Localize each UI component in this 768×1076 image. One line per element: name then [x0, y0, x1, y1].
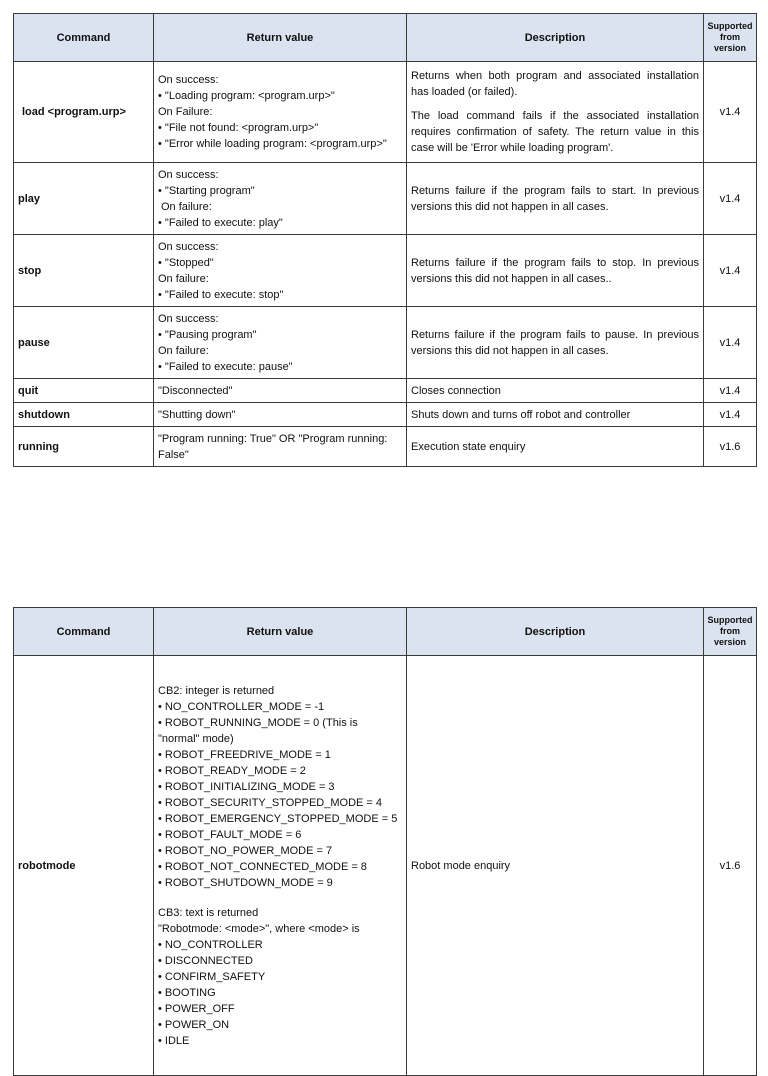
description-cell [407, 307, 704, 379]
return-line: "Program running: True" OR "Program running: False" [158, 432, 388, 461]
header-version-line: version [713, 43, 746, 53]
description-cell [407, 235, 704, 307]
return-bullet-line: • "Failed to execute: stop" [158, 287, 402, 303]
description-cell [407, 62, 704, 163]
header-version-line: Supported [707, 21, 753, 31]
return-line: CB3: text is returned [158, 906, 259, 919]
description-paragraph: Returns when both program and associated installation has loaded (or failed). [411, 70, 699, 98]
header-row [14, 14, 757, 62]
return-value-cell [154, 656, 407, 1076]
header-description: Description [407, 14, 704, 62]
header-return-value: Return value [154, 608, 407, 656]
description-cell [407, 379, 704, 403]
return-bullet-line: • ROBOT_NOT_CONNECTED_MODE = 8 [158, 859, 402, 875]
return-bullet-line: • IDLE [158, 1033, 402, 1049]
return-bullet-line: • NO_CONTROLLER [158, 937, 402, 953]
command-cell: quit [14, 379, 154, 403]
header-version-line: from [720, 626, 740, 636]
header-version [704, 608, 757, 656]
return-bullet-line: • ROBOT_RUNNING_MODE = 0 (This is [158, 715, 402, 731]
description-cell [407, 656, 704, 1076]
version-cell: v1.6 [704, 427, 757, 467]
command-cell: stop [14, 235, 154, 307]
return-line: On failure: [158, 272, 209, 285]
table-row [14, 379, 757, 403]
version-cell: v1.6 [704, 656, 757, 1076]
table-row [14, 235, 757, 307]
header-command: Command [14, 14, 154, 62]
command-cell: running [14, 427, 154, 467]
command-cell: robotmode [14, 656, 154, 1076]
header-version-line: version [713, 637, 746, 647]
header-return-value: Return value [154, 14, 407, 62]
return-value-cell [154, 403, 407, 427]
return-line: On failure: [158, 344, 209, 357]
version-cell: v1.4 [704, 403, 757, 427]
return-value-cell [154, 235, 407, 307]
return-bullet-line: • BOOTING [158, 985, 402, 1001]
return-bullet-line: • ROBOT_NO_POWER_MODE = 7 [158, 843, 402, 859]
return-bullet-line: • ROBOT_EMERGENCY_STOPPED_MODE = 5 [158, 811, 402, 827]
command-cell: load <program.urp> [14, 62, 154, 163]
return-line: "normal" mode) [158, 732, 234, 745]
description-paragraph: The load command fails if the associated installation requires confirmation of safety. The return value in this case will be 'Error while loading program'. [411, 110, 699, 154]
table-row [14, 163, 757, 235]
paragraph-gap [411, 100, 699, 108]
return-bullet-line: • POWER_OFF [158, 1001, 402, 1017]
return-bullet-line: • ROBOT_SHUTDOWN_MODE = 9 [158, 875, 402, 891]
return-bullet-line: • "Error while loading program: <program.urp>" [158, 136, 402, 152]
description-paragraph: Execution state enquiry [411, 440, 526, 453]
version-cell: v1.4 [704, 235, 757, 307]
return-value-cell [154, 307, 407, 379]
table-row [14, 403, 757, 427]
return-line: On success: [158, 168, 219, 181]
return-line: "Robotmode: <mode>", where <mode> is [158, 922, 360, 935]
description-paragraph: Closes connection [411, 384, 501, 397]
table-row [14, 427, 757, 467]
return-bullet-line: • ROBOT_FAULT_MODE = 6 [158, 827, 402, 843]
return-bullet-line: • ROBOT_READY_MODE = 2 [158, 763, 402, 779]
version-cell: v1.4 [704, 62, 757, 163]
return-value-cell [154, 379, 407, 403]
command-table-1 [13, 13, 757, 467]
return-line: On failure: [161, 200, 212, 213]
return-bullet-line: • ROBOT_FREEDRIVE_MODE = 1 [158, 747, 402, 763]
description-paragraph: Returns failure if the program fails to stop. In previous versions this did not happen in all cases.. [411, 256, 699, 285]
return-value-cell [154, 427, 407, 467]
header-version-line: from [720, 32, 740, 42]
return-line: On success: [158, 74, 219, 86]
command-cell: shutdown [14, 403, 154, 427]
return-bullet-line: • "Starting program" [158, 183, 402, 199]
return-line: CB2: integer is returned [158, 684, 275, 697]
command-cell: pause [14, 307, 154, 379]
return-bullet-line: • "File not found: <program.urp>" [158, 120, 402, 136]
header-command: Command [14, 608, 154, 656]
header-row [14, 608, 757, 656]
return-bullet-line: • "Failed to execute: pause" [158, 359, 402, 375]
header-description: Description [407, 608, 704, 656]
description-paragraph: Returns failure if the program fails to start. In previous versions this did not happen in all cases. [411, 184, 699, 213]
table-row [14, 656, 757, 1076]
table-row [14, 307, 757, 379]
return-bullet-line: • "Failed to execute: play" [158, 215, 402, 231]
version-cell: v1.4 [704, 379, 757, 403]
description-paragraph: Robot mode enquiry [411, 859, 511, 872]
description-cell [407, 427, 704, 467]
table-row [14, 62, 757, 163]
return-line: "Shutting down" [158, 408, 236, 421]
return-bullet-line: • NO_CONTROLLER_MODE = -1 [158, 699, 402, 715]
return-line: On success: [158, 312, 219, 325]
return-bullet-line: • DISCONNECTED [158, 953, 402, 969]
return-value-cell [154, 163, 407, 235]
return-line: On success: [158, 240, 219, 253]
return-bullet-line: • CONFIRM_SAFETY [158, 969, 402, 985]
version-cell: v1.4 [704, 307, 757, 379]
return-line: On Failure: [158, 106, 213, 118]
return-bullet-line: • "Loading program: <program.urp>" [158, 88, 402, 104]
return-line: "Disconnected" [158, 384, 233, 397]
return-bullet-line: • "Stopped" [158, 255, 402, 271]
return-bullet-line: • POWER_ON [158, 1017, 402, 1033]
description-cell [407, 163, 704, 235]
version-cell: v1.4 [704, 163, 757, 235]
header-version [704, 14, 757, 62]
return-bullet-line: • "Pausing program" [158, 327, 402, 343]
return-value-cell [154, 62, 407, 163]
description-paragraph: Shuts down and turns off robot and controller [411, 408, 631, 421]
description-cell [407, 403, 704, 427]
command-cell: play [14, 163, 154, 235]
header-version-line: Supported [707, 615, 753, 625]
description-paragraph: Returns failure if the program fails to pause. In previous versions this did not happen in all cases. [411, 328, 699, 357]
return-bullet-line: • ROBOT_INITIALIZING_MODE = 3 [158, 779, 402, 795]
return-bullet-line: • ROBOT_SECURITY_STOPPED_MODE = 4 [158, 795, 402, 811]
command-table-2 [13, 607, 757, 1076]
return-line [158, 891, 402, 905]
